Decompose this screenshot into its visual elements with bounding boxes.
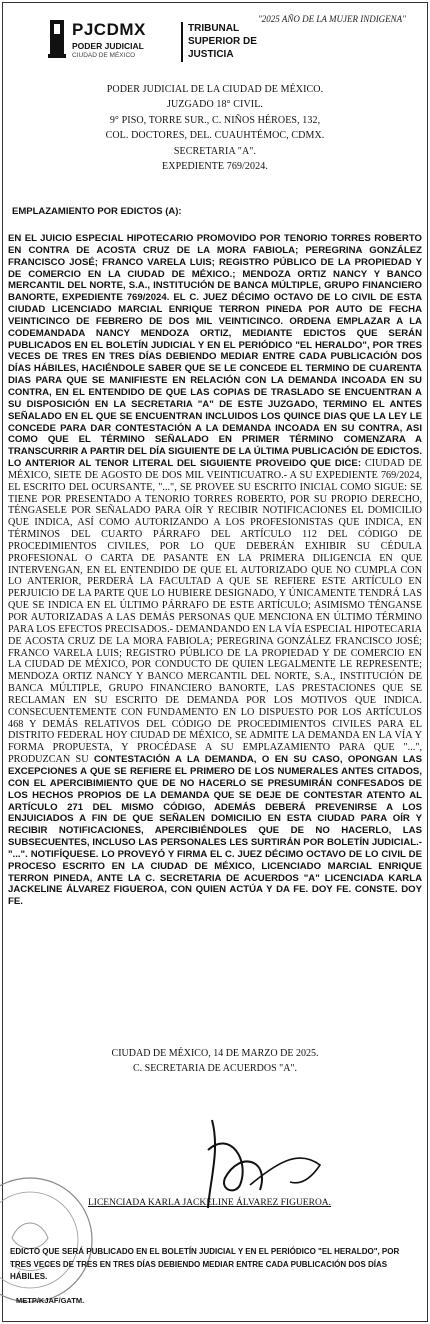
court-line: SECRETARIA "A". [173, 145, 257, 157]
place-date: CIUDAD DE MÉXICO, 14 DE MARZO DE 2025. [111, 1048, 319, 1059]
court-line: JUZGADO 18° CIVIL. [166, 99, 264, 111]
tribunal-line: JUSTICIA [188, 49, 234, 60]
edict-body [8, 233, 422, 908]
tribunal-line: TRIBUNAL [188, 23, 240, 34]
signature-place-date [0, 1046, 430, 1076]
court-line: COL. DOCTORES, DEL. CUAUHTÉMOC, CDMX. [105, 130, 325, 142]
year-motto: "2025 AÑO DE LA MUJER INDIGENA" [258, 14, 406, 24]
pjcdmx-logo [48, 18, 268, 66]
logo-main-text: PJCDMX [72, 20, 146, 39]
court-line: EXPEDIENTE 769/2024. [162, 161, 268, 173]
signer-name: LICENCIADA KARLA JACKELINE ÁLVAREZ FIGUEROA. [88, 1198, 332, 1208]
document-title: EMPLAZAMIENTO POR EDICTOS (A): [12, 206, 182, 217]
logo-sub-text: PODER JUDICIAL [72, 41, 144, 51]
signer-role: C. SECRETARIA DE ACUERDOS "A". [132, 1063, 298, 1074]
court-line: 9° PISO, TORRE SUR., C. NIÑOS HÉROES, 132, [109, 114, 321, 126]
court-header [0, 82, 430, 174]
edict-part-2: CIUDAD DE MÉXICO, SIETE DE AGOSTO DE DOS MIL VEINTICUATRO.- A SU EXPEDIENTE 769/2024, EL ESCRITO DEL OCURSANTE, "...", SE PROVEE SU ESCRITO INICIAL COMO SIGUE: SE TIENE POR PRESENTADO A TENORIO TORRES ROBERTO, POR SU PROPIO DERECHO, TÉNGASELE POR SEÑALADO PARA OÍR Y RECIBIR NOTIFICACIONES EL DOMICILIO QUE INDICA, ASÍ COMO AUTORIZANDO A LOS PROFESIONISTAS QUE INDICA, EN TÉRMINOS DEL CUARTO PÁRRAFO DEL ARTÍCULO 112 DEL CÓDIGO DE PROCEDIMIENTOS CIVILES, POR LO QUE DEBERÁN EXHIBIR SU CÉDULA PROFESIONAL O CARTA DE PASANTE EN LA PRIMERA DILIGENCIA EN QUE INTERVENGAN, EN EL ENTENDIDO DE QUE EL AUTORIZADO QUE NO CUMPLA CON LO ANTERIOR, PERDERÁ LA FACULTAD A QUE SE REFIERE ESTE ARTÍCULO EN PERJUICIO DE LA PARTE QUE LO HUBIERE DESIGNADO, Y ÚNICAMENTE TENDRÁ LAS QUE SE INDICA EN EL ÚLTIMO PÁRRAFO DE ESTE ARTÍCULO; ASIMISMO TÉNGANSE POR AUTORIZADAS A LAS DEMÁS PERSONAS QUE MENCIONA EN ÚLTIMO TÉRMINO PARA LOS EFECTOS PRECISADOS.- DEMANDANDO EN LA VÍA ESPECIAL HIPOTECARIA DE ACOSTA CRUZ DE LA MORA FABIOLA; PEREGRINA GONZÁLEZ FRANCISCO JOSÉ; FRANCO VARELA LUIS; REGISTRO PÚBLICO DE LA PROPIEDAD Y DE COMERCIO EN LA CIUDAD DE MÉXICO, POR CONDUCTO DE QUIEN LEGALMENTE LE REPRESENTE; MENDOZA ORTIZ NANCY Y BANCO MERCANTIL DEL NORTE, S.A., INSTITUCIÓN DE BANCA MÚLTIPLE, GRUPO FINANCIERO BANORTE, LAS PRESTACIONES QUE SE RECLAMAN EN SU ESCRITO DE DEMANDA POR LOS MOTIVOS QUE INDICA. CONSECUENTEMENTE CON FUNDAMENTO EN LO DISPUESTO POR LOS ARTÍCULOS 468 Y DEMÁS RELATIVOS DEL CÓDIGO DE PROCEDIMIENTOS CIVILES PARA EL DISTRITO FEDERAL HOY CIUDAD DE MÉXICO, SE ADMITE LA DEMANDA EN LA VÍA Y FORMA PROPUESTA, Y PROCÉDASE A SU EMPLAZAMIENTO PARA QUE "...", PRODUZCAN SU [8, 458, 422, 766]
pjcdmx-logo-icon [48, 20, 68, 60]
tribunal-line: SUPERIOR DE [188, 36, 257, 47]
court-line: PODER JUDICIAL DE LA CIUDAD DE MÉXICO. [106, 84, 324, 95]
publication-notice: EDICTO QUE SERÁ PUBLICADO EN EL BOLETÍN JUDICIAL Y EN EL PERIÓDICO "EL HERALDO", POR TRES VECES DE TRES EN TRES DÍAS DEBIENDO MEDIAR ENTRE CADA PUBLICACIÓN DOS DÍAS HÁBILES. [10, 1247, 400, 1281]
edict-part-3: CONTESTACIÓN A LA DEMANDA, O EN SU CASO, OPONGAN LAS EXCEPCIONES A QUE SE REFIERE EL PRIMERO DE LOS NUMERALES ANTES CITADOS, CON EL APERCIBIMIENTO QUE DE NO HACERLO SE PRESUMIRÁN CONFESADOS DE LOS HECHOS PROPIOS DE LA DEMANDA QUE SE DEJE DE CONTESTAR ATENTO AL ARTÍCULO 271 DEL MISMO CÓDIGO, ADEMÁS DEBERÁ PREVENIRSE A LOS ENJUICIADOS A FIN DE QUE SEÑALEN DOMICILIO EN ESTA CIUDAD PARA OÍR Y RECIBIR NOTIFICACIONES, APERCIBIÉNDOLES QUE DE NO HACERLO, LAS SUBSECUENTES, INCLUSO LAS PERSONALES LES SURTIRÁN POR BOLETÍN JUDICIAL.- "...". NOTIFÍQUESE. LO PROVEYÓ Y FIRMA EL C. JUEZ DÉCIMO OCTAVO DE LO CIVIL DE PROCESO ESCRITO EN LA CIUDAD DE MÉXICO, LICENCIADO MARCIAL ENRIQUE TERRON PINEDA, ANTE LA C. SECRETARIA DE ACUERDOS "A" LICENCIADA KARLA JACKELINE ÁLVAREZ FIGUEROA, CON QUIEN ACTÚA Y DA FE. DOY FE. CONSTE. DOY FE. [8, 754, 423, 908]
initials: METP/KJAF/GATM. [16, 1296, 85, 1305]
logo-sub2-text: CIUDAD DE MÉXICO [72, 52, 136, 59]
tribunal-name [188, 22, 257, 61]
logo-divider [181, 22, 183, 62]
handwritten-signature [150, 1090, 410, 1210]
edict-part-1: EN EL JUICIO ESPECIAL HIPOTECARIO PROMOVIDO POR TENORIO TORRES ROBERTO EN CONTRA DE ACOSTA CRUZ DE LA MORA FABIOLA; PEREGRINA GONZÁLEZ FRANCISCO JOSÉ; FRANCO VARELA LUIS; REGISTRO PÚBLICO DE LA PROPIEDAD Y DE COMERCIO EN LA CIUDAD DE MÉXICO.; MENDOZA ORTIZ NANCY Y BANCO MERCANTIL DEL NORTE, S.A., INSTITUCIÓN DE BANCA MÚLTIPLE, GRUPO FINANCIERO BANORTE, EXPEDIENTE 769/2024. EL C. JUEZ DÉCIMO OCTAVO DE LO CIVIL DE ESTA CIUDAD LICENCIADO MARCIAL ENRIQUE TERRON PINEDA POR AUTO DE FECHA VEINTICINCO DE FEBRERO DE DOS MIL VEINTICINCO. ORDENA EMPLAZAR A LA CODEMANDADA NANCY MENDOZA ORTIZ, MEDIANTE EDICTOS QUE SERÁN PUBLICADOS EN EL BOLETÍN JUDICIAL Y EN EL PERIÓDICO "EL HERALDO", POR TRES VECES DE TRES EN TRES DÍAS DEBIENDO MEDIAR ENTRE CADA PUBLICACIÓN DOS DÍAS HÁBILES, HACIÉNDOLE SABER QUE SE LE CONCEDE EL TERMINO DE CUARENTA DIAS PARA QUE SE MANIFIESTE EN RELACIÓN CON LA DEMANDA INCOADA EN SU CONTRA, EN EL ENTENDIDO DE QUE LAS COPIAS DE TRASLADO SE ENCUENTRAN A SU DISPOSICIÓN EN LA SECRETARIA "A" DE ESTE JUZGADO, TERMINO EL ANTES SEÑALADO EN EL QUE SE ENCUENTRAN INCLUIDOS LOS QUINCE DIAS QUE LA LEY LE CONCEDE PARA DAR CONTESTACIÓN A LA DEMANDA INCOADA EN SU CONTRA, ASI COMO QUE EL TÉRMINO SEÑALADO EN PRIMER TÉRMINO COMENZARA A TRANSCURRIR A PARTIR DEL DÍA SIGUIENTE DE LA ÚLTIMA PUBLICACIÓN DE EDICTOS. LO ANTERIOR AL TENOR LITERAL DEL SIGUIENTE PROVEIDO QUE DICE: [8, 233, 422, 470]
